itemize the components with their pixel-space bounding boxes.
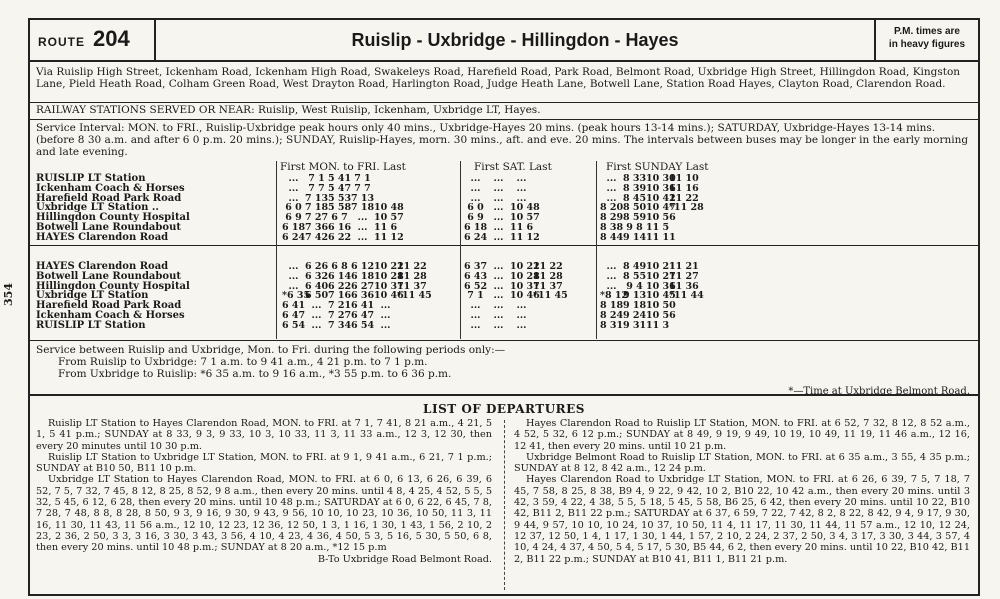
time-cell: 10 56 (646, 309, 676, 321)
time-cell: 8 31 (600, 319, 624, 331)
time-cell: *11 44 (669, 290, 704, 302)
time-cell: ... (606, 261, 617, 272)
route-title: Ruislip - Uxbridge - Hillingdon - Hayes (351, 30, 679, 50)
time-cell: 9 18 (623, 300, 647, 312)
time-cell: 10 48 (374, 202, 404, 214)
time-cell: ... (516, 309, 527, 321)
time-cell: 6 40 (305, 280, 329, 292)
time-cell: 6 7 (331, 212, 348, 224)
departures-left (36, 418, 492, 565)
time-cell: 8 45 (623, 192, 647, 204)
departures-frame (28, 396, 980, 596)
time-cell: ... (493, 319, 504, 331)
page-number: 354 (2, 283, 15, 306)
time-cell: 11 22 (397, 261, 427, 272)
time-cell: 7 27 (305, 212, 329, 224)
time-cell: 6 32 (305, 270, 329, 282)
time-cell: 8 33 (623, 173, 647, 184)
railway-stations: RAILWAY STATIONS SERVED OR NEAR: Ruislip, West Ruislip, Ickenham, Uxbridge LT, Hayes. (36, 104, 541, 116)
time-cell: ... (493, 261, 504, 272)
time-cell: 9 13 (623, 290, 647, 302)
stop-name: Botwell Lane Roundabout (36, 270, 181, 282)
outbound-stops (36, 174, 190, 243)
time-cell: 10 45 (646, 290, 676, 302)
time-cell: 11 28 (533, 270, 563, 282)
time-cell: 10 42 (646, 192, 676, 204)
stop-name: HAYES Clarendon Road (36, 231, 169, 243)
time-cell: 6 0 (467, 202, 484, 214)
time-cell: 8 18 (600, 300, 624, 312)
time-row (282, 233, 420, 243)
pm-note-line2: in heavy figures (888, 39, 966, 50)
column-rule (460, 161, 461, 339)
time-cell: 5 41 (328, 173, 352, 184)
time-row (600, 321, 692, 331)
time-cell: *8 12 (600, 290, 629, 302)
time-cell: 11 16 (669, 182, 699, 194)
time-cell: ... (380, 309, 391, 321)
time-cell: ... (380, 319, 391, 331)
time-cell: ... (516, 300, 527, 312)
dep-para: Ruislip LT Station to Hayes Clarendon Road, MON. to FRI. at 7 1, 7 41, 8 21 a.m., 4 21, 5 1, 5 41 p.m.; SUNDAY at 8 33, 9 3, 9 33, 10 3, 10 33, 11 3, 11 33 a.m., 12 3, 12 30, then every 20 minutes until 10 30 p.m. (36, 418, 492, 452)
time-cell: ... (493, 221, 504, 233)
time-cell: 11 12 (374, 231, 404, 243)
time-cell: 6 36 (351, 290, 375, 302)
time-cell: *11 45 (397, 290, 432, 302)
time-cell: 6 9 (467, 212, 484, 224)
time-cell: ... (288, 182, 299, 194)
time-cell: 5 53 (328, 192, 352, 204)
time-cell: ... (516, 173, 527, 184)
time-cell: ... (470, 173, 481, 184)
time-cell: ... (470, 319, 481, 331)
time-cell: 11 6 (374, 221, 398, 233)
time-cell: ... (380, 300, 391, 312)
time-cell: ... (606, 270, 617, 282)
time-cell: 8 44 (600, 231, 624, 243)
time-cell: ... (357, 212, 368, 224)
dep-para: B-To Uxbridge Road Belmont Road. (317, 553, 492, 565)
stop-name: RUISLIP LT Station (36, 319, 146, 331)
time-cell: ... (357, 221, 368, 233)
time-cell: ... (493, 290, 504, 302)
time-cell: 11 5 (646, 221, 670, 233)
time-cell: *6 35 (282, 290, 311, 302)
time-cell: 5 58 (328, 202, 352, 214)
from-ruislip: From Ruislip to Uxbridge: 7 1 a.m. to 9 41 a.m., 4 21 p.m. to 7 1 p.m. (58, 356, 428, 368)
time-row (464, 233, 556, 243)
time-cell: 6 54 (351, 319, 375, 331)
time-cell: 10 28 (374, 270, 404, 282)
time-cell: 7 36 (305, 221, 329, 233)
time-cell: 9 4 (626, 280, 643, 292)
time-cell: 10 50 (646, 300, 676, 312)
time-cell: 9 8 (626, 221, 643, 233)
time-cell: ... (288, 261, 299, 272)
stop-name: Botwell Lane Roundabout (36, 221, 181, 233)
time-cell: 8 55 (623, 270, 647, 282)
time-cell: 10 37 (374, 280, 404, 292)
time-cell: ... (470, 192, 481, 204)
time-cell: 10 36 (646, 182, 676, 194)
time-cell: 10 27 (646, 270, 676, 282)
time-cell: 9 31 (623, 319, 647, 331)
time-cell: 7 18 (305, 202, 329, 214)
time-cell: 11 27 (669, 270, 699, 282)
time-cell: 11 21 (669, 261, 699, 272)
time-cell: 10 57 (510, 212, 540, 224)
time-cell: 6 47 (351, 309, 375, 321)
header-bar (30, 20, 978, 62)
time-cell: 10 21 (646, 261, 676, 272)
inbound-sun-times (600, 261, 704, 331)
time-cell: ... (606, 280, 617, 292)
time-cell: 6 24 (464, 231, 488, 243)
outbound-mf-times (282, 174, 420, 243)
column-rule (276, 161, 277, 339)
route-label: ROUTE (38, 35, 85, 49)
time-cell: 6 54 (282, 319, 306, 331)
time-cell: ... (493, 212, 504, 224)
time-cell: ... (493, 202, 504, 214)
time-cell: 11 6 (510, 221, 534, 233)
time-cell: 6 14 (328, 270, 352, 282)
stop-name: Uxbridge LT Station .. (36, 202, 159, 214)
service-interval: Service Interval: MON. to FRI., Ruislip-Uxbridge peak hours only 40 mins., Uxbridge-Hayes 20 mins. (peak hours 13-14 mins.); SATURDAY, Uxbridge-Hayes 13-14 mins. (before 8 30 a.m. and after 6 0 p.m. 20 mins.); SUNDAY, Ruislip-Hayes, morn. 30 mins., aft. and eve. 20 mins. The intervals between buses may be longer in the early morning and late evening. (36, 122, 969, 158)
time-cell: 6 8 (331, 261, 348, 272)
time-cell: ... (288, 270, 299, 282)
time-cell: 6 0 (285, 202, 302, 214)
departures-title: LIST OF DEPARTURES (423, 402, 585, 416)
time-cell: 6 18 (351, 270, 375, 282)
dep-para: Ruislip LT Station to Uxbridge LT Station, MON. to FRI. at 9 1, 9 41 a.m., 6 21, 7 1 p.m.; SUNDAY at B10 50, B11 10 p.m. (36, 451, 492, 475)
stop-name: HAYES Clarendon Road (36, 261, 169, 272)
time-cell: 8 59 (623, 212, 647, 224)
dep-para: Uxbridge Belmont Road to Ruislip LT Station, MON. to FRI. at 6 35 a.m., 3 55, 4 35 p.m.; SUNDAY at 8 12, 8 42 a.m., 12 24 p.m. (514, 451, 970, 475)
time-cell: ... (470, 182, 481, 194)
time-cell: 6 18 (464, 221, 488, 233)
time-cell: 7 27 (328, 309, 352, 321)
time-cell: ... (311, 300, 322, 312)
time-cell: 11 22 (669, 192, 699, 204)
inbound-sat-times (464, 261, 568, 331)
from-uxbridge: From Uxbridge to Ruislip: *6 35 a.m. to 9 16 a.m., *3 55 p.m. to 6 36 p.m. (58, 368, 452, 380)
time-cell: 6 18 (282, 221, 306, 233)
time-row (282, 174, 420, 184)
time-cell: 8 38 (600, 221, 624, 233)
time-cell: 8 20 (600, 202, 624, 214)
time-cell: 7 42 (305, 231, 329, 243)
time-cell: ... (470, 309, 481, 321)
stop-name: Harefield Road Park Road (36, 300, 182, 312)
time-cell: 6 9 (285, 212, 302, 224)
time-cell: 7 7 (354, 182, 371, 194)
pm-times-note (874, 20, 978, 60)
time-cell: ... (606, 192, 617, 204)
time-cell: 10 36 (646, 280, 676, 292)
time-cell: 8 49 (623, 261, 647, 272)
divider (30, 119, 978, 120)
header-sun: First SUNDAY Last (606, 161, 709, 173)
time-cell: 7 18 (351, 202, 375, 214)
time-cell: 11 28 (397, 270, 427, 282)
time-cell: 10 22 (510, 261, 540, 272)
time-cell: ... (516, 182, 527, 194)
route-number: 204 (93, 26, 130, 51)
departures-right (514, 418, 970, 565)
time-cell: ... (493, 173, 504, 184)
time-cell: ... (288, 173, 299, 184)
time-cell: ... (606, 182, 617, 194)
time-cell: 11 37 (533, 280, 563, 292)
time-cell: ... (493, 182, 504, 194)
time-cell: ... (311, 309, 322, 321)
between-note: Service between Ruislip and Uxbridge, Mon. to Fri. during the following periods only:— (36, 344, 506, 356)
time-cell: 6 41 (351, 300, 375, 312)
time-cell: 6 22 (328, 231, 352, 243)
divider (30, 102, 978, 103)
via-roads: Via Ruislip High Street, Ickenham Road, Ickenham High Road, Swakeleys Road, Harefield Road, Park Road, Belmont Road, Uxbridge High Street, Hillingdon Road, Kingston Lane, Pield Heath Road, Colham Green Road, West Drayton Road, Harlington Road, Judge Heath Lane, Botwell Lane, Station Road Hayes, Clayton Road, Clarendon Road. (36, 66, 961, 90)
time-note: *—Time at Uxbridge Belmont Road. (788, 386, 970, 397)
time-cell: ... (470, 300, 481, 312)
time-row (464, 321, 556, 331)
time-cell: 11 37 (397, 280, 427, 292)
time-cell: *11 45 (533, 290, 568, 302)
time-cell: 8 29 (600, 212, 624, 224)
time-cell: 10 37 (510, 280, 540, 292)
time-cell: 6 50 (305, 290, 329, 302)
time-cell: 11 22 (533, 261, 563, 272)
time-cell: ... (311, 319, 322, 331)
time-cell: 11 3 (646, 319, 670, 331)
stop-name: Uxbridge LT Station (36, 290, 149, 302)
time-cell: ... (516, 192, 527, 204)
time-row (600, 233, 692, 243)
time-row (282, 321, 420, 331)
divider (30, 245, 978, 246)
column-divider (504, 420, 505, 590)
divider (30, 340, 978, 341)
time-cell: 6 43 (464, 270, 488, 282)
time-cell: 10 46 (374, 290, 404, 302)
route-box (30, 20, 156, 60)
dep-para: Hayes Clarendon Road to Uxbridge LT Station, MON. to FRI. at 6 26, 6 39, 7 5, 7 18, 7 45, 7 58, 8 25, 8 38, B9 4, 9 22, 9 42, 10 2, B10 22, 10 42 a.m., then every 20 mins. until 3 42, 3 59, 4 22, 4 38, 5 5, 5 18, 5 45, 5 58, B6 25, 6 42, then every 20 mins. until 10 22, B10 42, B11 2, B11 22 p.m.; SATURDAY at 6 37, 6 59, 7 22, 7 42, 8 2, 8 22, 8 42, 9 4, 9 17, 9 30, 9 44, 9 57, 10 10, 10 24, 10 37, 10 50, 11 4, 11 17, 11 30, 11 44, 11 57 a.m., 12 10, 12 24, 12 37, 12 50, 1 4, 1 17, 1 30, 1 44, 1 57, 2 10, 2 24, 2 37, 2 50, 3 4, 3 17, 3 30, 3 44, 3 57, 4 10, 4 24, 4 37, 4 50, 5 4, 5 17, 5 30, B5 44, 6 2, then every 20 mins. until 10 22, B10 42, B11 2, B11 22 p.m.; SUNDAY at B10 41, B11 1, B11 21 p.m. (514, 474, 970, 565)
time-cell: 8 39 (623, 182, 647, 194)
outbound-sun-times (600, 173, 704, 243)
outbound-sat-times (464, 174, 556, 243)
time-cell: 9 14 (623, 231, 647, 243)
stop-name: Ickenham Coach & Horses (36, 182, 185, 194)
time-cell: ... (606, 173, 617, 184)
stop-name: Hillingdon County Hospital (36, 280, 190, 292)
time-cell: 11 11 (646, 231, 676, 243)
time-cell: 10 48 (510, 202, 540, 214)
header-mon-fri: First MON. to FRI. Last (280, 161, 406, 173)
time-cell: ... (516, 319, 527, 331)
time-cell: 6 16 (328, 221, 352, 233)
time-cell: 5 47 (328, 182, 352, 194)
time-cell: ... (493, 192, 504, 204)
time-cell: 7 7 (308, 182, 325, 194)
time-cell: 6 26 (305, 261, 329, 272)
time-cell: 6 37 (464, 261, 488, 272)
time-cell: 11 36 (669, 280, 699, 292)
time-cell: 7 1 (354, 173, 371, 184)
time-cell: 9 24 (623, 309, 647, 321)
dep-para: Hayes Clarendon Road to Ruislip LT Station, MON. to FRI. at 6 52, 7 32, 8 12, 8 52 a.m., 4 52, 5 32, 6 12 p.m.; SUNDAY at 8 49, 9 19, 9 49, 10 19, 10 49, 11 19, 11 46 a.m., 12 16, 12 41, then every 20 mins. until 10 21 p.m. (514, 418, 970, 452)
time-cell: 11 12 (510, 231, 540, 243)
dep-para: Uxbridge LT Station to Hayes Clarendon Road, MON. to FRI. at 6 0, 6 13, 6 26, 6 39, 6 52, 7 5, 7 32, 7 45, 8 12, 8 25, 8 52, 9 8 a.m., then every 20 mins. until 4 8, 4 25, 4 52, 5 5, 5 32, 5 45, 6 12, 6 28, then every 20 mins. until 10 48 p.m.; SATURDAY at 6 0, 6 22, 6 45, 7 8, 7 28, 7 48, 8 8, 8 28, 8 50, 9 3, 9 16, 9 30, 9 43, 9 56, 10 10, 10 23, 10 36, 10 50, 11 3, 11 16, 11 30, 11 43, 11 56 a.m., 12 10, 12 23, 12 36, 12 50, 1 3, 1 16, 1 30, 1 43, 1 56, 2 10, 2 23, 2 36, 2 50, 3 3, 3 16, 3 30, 3 43, 3 56, 4 10, 4 23, 4 36, 4 50, 5 3, 5 16, 5 30, 5 50, 6 8, then every 20 mins. until 10 48 p.m.; SUNDAY at 8 20 a.m., *12 15 p.m (36, 474, 492, 554)
time-cell: 7 34 (328, 319, 352, 331)
time-cell: 6 47 (282, 309, 306, 321)
time-cell: 10 57 (374, 212, 404, 224)
time-cell: ... (288, 280, 299, 292)
time-cell: 7 16 (328, 290, 352, 302)
stop-name: RUISLIP LT Station (36, 173, 146, 184)
time-cell: 7 21 (328, 300, 352, 312)
time-cell: 6 12 (351, 261, 375, 272)
stop-name: Ickenham Coach & Horses (36, 309, 185, 321)
stop-name: Hillingdon County Hospital (36, 212, 190, 224)
inbound-mf-times (282, 261, 432, 331)
time-cell: 8 24 (600, 309, 624, 321)
time-cell: 10 47 (646, 202, 676, 214)
time-cell: *11 28 (669, 202, 704, 214)
time-cell: ... (493, 231, 504, 243)
time-cell: 7 1 (308, 173, 325, 184)
timetable-frame (28, 18, 980, 396)
time-cell: 7 13 (305, 192, 329, 204)
time-cell: 11 10 (669, 173, 699, 184)
stop-name: Harefield Road Park Road (36, 192, 182, 204)
time-cell: ... (288, 192, 299, 204)
pm-note-line1: P.M. times are (894, 26, 960, 37)
time-cell: 8 50 (623, 202, 647, 214)
time-cell: 10 28 (510, 270, 540, 282)
time-cell: 7 1 (467, 290, 484, 302)
time-cell: 6 27 (351, 280, 375, 292)
time-cell: 7 13 (351, 192, 375, 204)
time-cell: ... (357, 231, 368, 243)
time-cell: ... (493, 280, 504, 292)
time-cell: 6 22 (328, 280, 352, 292)
inbound-stops (36, 262, 190, 331)
time-cell: ... (493, 309, 504, 321)
time-cell: 6 52 (464, 280, 488, 292)
time-cell: 6 41 (282, 300, 306, 312)
time-cell: 10 22 (374, 261, 404, 272)
time-cell: 6 24 (282, 231, 306, 243)
time-cell: ... (493, 300, 504, 312)
time-cell: 10 46 (510, 290, 540, 302)
column-rule (596, 161, 597, 339)
header-sat: First SAT. Last (474, 161, 552, 173)
time-cell: 10 56 (646, 212, 676, 224)
time-cell: ... (493, 270, 504, 282)
time-cell: 10 30 (646, 173, 676, 184)
